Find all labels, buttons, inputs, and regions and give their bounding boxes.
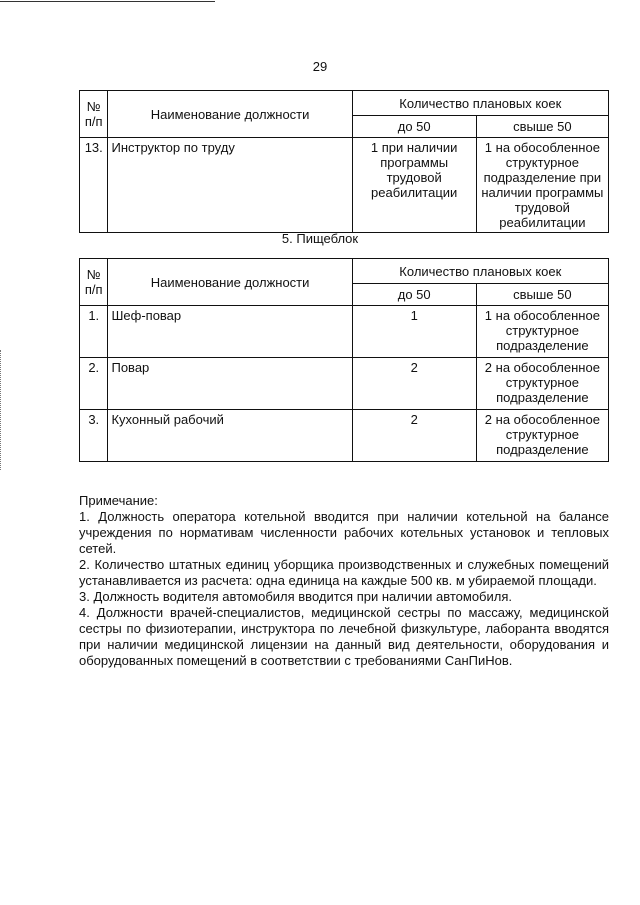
page-number: 29 <box>312 59 328 74</box>
section-title: 5. Пищеблок <box>281 231 359 246</box>
col-header-name: Наименование должности <box>108 91 352 138</box>
row-num: 3. <box>80 410 108 462</box>
staff-table-2 <box>79 258 609 462</box>
row-num: 13. <box>80 138 108 233</box>
row-over50: 2 на обособленное структурное подразделение <box>476 410 608 462</box>
row-to50: 2 <box>352 410 476 462</box>
col-header-over50: свыше 50 <box>476 116 608 138</box>
col-header-beds: Количество плановых коек <box>352 91 608 116</box>
row-num: 1. <box>80 306 108 358</box>
table-row <box>80 306 609 358</box>
row-position-name: Шеф-повар <box>108 306 352 358</box>
table-row <box>80 358 609 410</box>
scan-edge-line <box>0 1 215 2</box>
col-header-to50: до 50 <box>352 284 476 306</box>
row-over50: 1 на обособленное структурное подразделение <box>476 306 608 358</box>
col-header-num: № п/п <box>80 91 108 138</box>
col-header-name: Наименование должности <box>108 259 352 306</box>
row-to50: 2 <box>352 358 476 410</box>
note-item: 4. Должности врачей-специалистов, медицинской сестры по массажу, медицинской сестры по физиотерапии, инструктора по лечебной физкультуре, лаборанта вводятся при наличии медицинской лицензии на данный вид деятельности, оборудования и оборудованных помещений в соответствии с требованиями СанПиНов. <box>79 605 609 668</box>
staff-table-1 <box>79 90 609 233</box>
col-header-beds: Количество плановых коек <box>352 259 608 284</box>
row-position-name: Инструктор по труду <box>108 138 352 233</box>
table-row <box>80 138 609 233</box>
row-num: 2. <box>80 358 108 410</box>
col-header-to50: до 50 <box>352 116 476 138</box>
col-header-over50: свыше 50 <box>476 284 608 306</box>
note-item: 1. Должность оператора котельной вводится при наличии котельной на балансе учреждения по нормативам численности рабочих котельных установок и тепловых сетей. <box>79 509 609 556</box>
table-row <box>80 410 609 462</box>
notes-heading: Примечание: <box>79 493 158 508</box>
row-over50: 2 на обособленное структурное подразделение <box>476 358 608 410</box>
row-over50: 1 на обособленное структурное подразделение при наличии программы трудовой реабилитации <box>476 138 608 233</box>
notes-block <box>79 493 609 669</box>
row-to50: 1 <box>352 306 476 358</box>
col-header-num: № п/п <box>80 259 108 306</box>
note-item: 2. Количество штатных единиц уборщика производственных и служебных помещений устанавливается из расчета: одна единица на каждые 500 кв. м убираемой площади. <box>79 557 609 588</box>
row-position-name: Повар <box>108 358 352 410</box>
row-to50: 1 при наличии программы трудовой реабилитации <box>352 138 476 233</box>
row-position-name: Кухонный рабочий <box>108 410 352 462</box>
scan-margin-marks <box>0 350 3 470</box>
note-item: 3. Должность водителя автомобиля вводится при наличии автомобиля. <box>79 589 512 604</box>
